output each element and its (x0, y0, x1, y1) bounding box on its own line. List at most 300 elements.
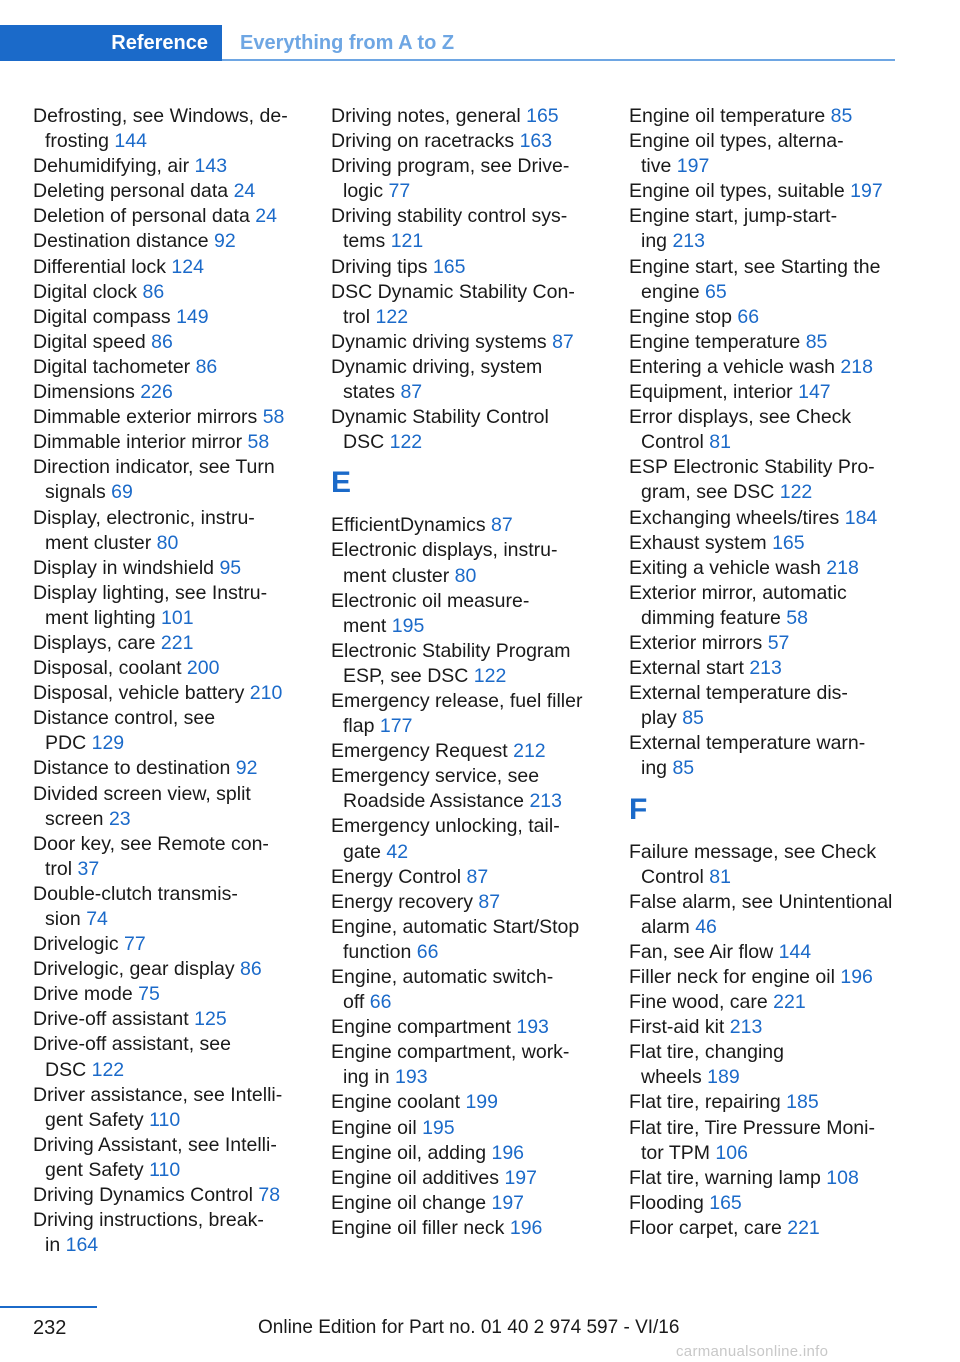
index-entry-text: Double-clutch transmis- (33, 882, 238, 905)
page-link[interactable]: 86 (151, 330, 173, 353)
page-link[interactable]: 122 (779, 481, 813, 504)
page-link[interactable]: 197 (850, 180, 883, 203)
index-entry-continuation: gram, see DSC (641, 481, 775, 504)
index-entry-text: External start (629, 657, 744, 680)
page-link[interactable]: 87 (478, 890, 501, 913)
index-entry (629, 355, 909, 380)
page-link[interactable]: 87 (400, 381, 423, 404)
index-entry-text: Differential lock (33, 255, 166, 278)
index-entry (33, 430, 303, 455)
index-entry-text: Floor carpet, care (629, 1216, 782, 1239)
index-entry (629, 965, 909, 990)
index-entry-text: Entering a vehicle wash (629, 355, 835, 378)
index-entry-continuation: ment cluster (45, 531, 152, 554)
index-entry (629, 940, 909, 965)
page-link[interactable]: 58 (247, 431, 270, 454)
index-entry (331, 589, 601, 639)
index-entry-text: Energy Control (331, 865, 462, 888)
index-entry (629, 1116, 909, 1166)
index-entry-text: Engine oil (331, 1116, 417, 1139)
index-entry-continuation: wheels (641, 1066, 702, 1089)
page-link[interactable]: 24 (255, 205, 277, 228)
page-link[interactable]: 85 (805, 330, 828, 353)
index-entry (33, 982, 303, 1007)
section-letter: E (331, 466, 352, 500)
index-entry (33, 631, 303, 656)
index-entry-text: Dehumidifying, air (33, 155, 190, 178)
index-entry-text: Deletion of personal data (33, 205, 250, 228)
page-link[interactable]: 129 (91, 732, 125, 755)
index-entry-text: Engine temperature (629, 330, 801, 353)
page-link[interactable]: 143 (194, 155, 228, 178)
index-entry (33, 556, 303, 581)
page-link[interactable]: 196 (509, 1216, 543, 1239)
index-entry (331, 1116, 601, 1141)
index-entry-text: Flat tire, Tire Pressure Moni- (629, 1116, 875, 1139)
page-link[interactable]: 87 (466, 865, 489, 888)
page-link[interactable]: 124 (171, 255, 204, 278)
index-entry (33, 1007, 303, 1032)
index-entry-text: Flooding (629, 1191, 704, 1214)
index-entry-continuation: logic (343, 180, 384, 203)
page-link[interactable]: 184 (844, 506, 878, 529)
index-entry (33, 355, 303, 380)
index-entry-text: First-aid kit (629, 1016, 725, 1039)
page-link[interactable]: 80 (156, 531, 179, 554)
index-entry (33, 656, 303, 681)
index-entry (629, 731, 909, 781)
page-link[interactable]: 66 (416, 940, 439, 963)
index-entry (331, 1040, 601, 1090)
watermark: carmanualsonline.info (676, 1343, 829, 1360)
page-link[interactable]: 57 (767, 631, 790, 654)
index-entry (33, 882, 303, 932)
page-link[interactable]: 87 (552, 330, 574, 353)
index-entry (33, 455, 303, 505)
index-entry-continuation: ing (641, 757, 668, 780)
page-link[interactable]: 42 (386, 840, 409, 863)
index-entry-text: Door key, see Remote con- (33, 832, 269, 855)
index-entry-continuation: tive (641, 155, 672, 178)
index-entry-text: Engine oil types, suitable (629, 180, 845, 203)
index-entry-continuation: DSC (45, 1058, 87, 1081)
index-entry (629, 179, 909, 204)
index-entry-text: Disposal, vehicle battery (33, 682, 245, 705)
page-link[interactable]: 24 (233, 180, 256, 203)
index-entry-text: Displays, care (33, 631, 156, 654)
page-link[interactable]: 165 (709, 1191, 742, 1214)
page-link[interactable]: 110 (149, 1158, 181, 1181)
page-link[interactable]: 87 (491, 514, 513, 537)
index-entry-text: Exchanging wheels/tires (629, 506, 840, 529)
index-entry (33, 179, 303, 204)
index-entry (629, 330, 909, 355)
index-entry-text: Defrosting, see Windows, de- (33, 105, 288, 127)
index-entry (33, 330, 303, 355)
index-entry-text: Engine compartment (331, 1016, 511, 1039)
index-entry (33, 957, 303, 982)
page-link[interactable]: 195 (422, 1116, 455, 1139)
page-link[interactable]: 195 (391, 614, 425, 637)
page-link[interactable]: 92 (235, 757, 258, 780)
page-link[interactable]: 221 (787, 1216, 820, 1239)
index-entry-continuation: frosting (45, 130, 109, 153)
page-link[interactable]: 86 (142, 280, 165, 303)
index-entry-text: Equipment, interior (629, 381, 793, 404)
index-entry (331, 915, 601, 965)
page-link[interactable]: 226 (140, 381, 173, 404)
index-entry (33, 706, 303, 756)
index-entry-text: Emergency service, see (331, 765, 540, 788)
index-entry (331, 965, 601, 1015)
index-entry (629, 1191, 909, 1216)
index-entry-text: Drivelogic, gear display (33, 958, 235, 981)
index-entry-continuation: Control (641, 431, 704, 454)
footer-divider (0, 1306, 97, 1308)
page-link[interactable]: 197 (504, 1166, 537, 1189)
index-entry (33, 1183, 303, 1208)
index-entry (33, 681, 303, 706)
index-entry (629, 531, 909, 556)
page-link[interactable]: 92 (214, 230, 236, 253)
index-entry (629, 581, 909, 631)
index-entry (331, 764, 601, 814)
index-entry (629, 305, 909, 330)
page-link[interactable]: 163 (519, 130, 553, 153)
page-link[interactable]: 106 (715, 1141, 748, 1164)
index-entry-text: Driving stability control sys- (331, 205, 568, 228)
page-link[interactable]: 122 (375, 305, 409, 328)
index-entry (33, 229, 303, 254)
index-entry-text: Engine oil additives (331, 1166, 500, 1189)
index-entry-text: Dimmable exterior mirrors (33, 406, 258, 429)
index-entry-text: Driver assistance, see Intelli- (33, 1083, 283, 1106)
page-link[interactable]: 66 (369, 991, 392, 1014)
page-link[interactable]: 74 (86, 908, 108, 930)
page-link[interactable]: 37 (77, 857, 100, 880)
index-entry-text: Engine oil change (331, 1191, 487, 1214)
index-entry-text: Flat tire, warning lamp (629, 1166, 821, 1189)
page-link[interactable]: 46 (695, 915, 717, 938)
page-link[interactable]: 110 (149, 1108, 181, 1131)
edition-note: Online Edition for Part no. 01 40 2 974 597 - VI/16 (258, 1317, 680, 1338)
index-entry (331, 104, 601, 129)
page-link[interactable]: 193 (395, 1066, 428, 1089)
index-entry-text: Driving program, see Drive- (331, 155, 570, 178)
index-entry (33, 932, 303, 957)
index-entry-text: Engine, automatic switch- (331, 966, 554, 988)
index-entry-continuation: sion (45, 908, 81, 930)
index-entry-continuation: trol (45, 857, 73, 880)
index-entry (33, 782, 303, 832)
header-divider (222, 59, 895, 61)
page-link[interactable]: 95 (219, 556, 242, 579)
index-entry-text: Digital compass (33, 305, 171, 328)
index-entry-text: Engine stop (629, 305, 732, 328)
index-entry-continuation: play (641, 707, 677, 730)
index-entry-continuation: gent Safety (45, 1158, 144, 1181)
index-entry (33, 756, 303, 781)
index-entry (629, 681, 909, 731)
index-entry-continuation: function (343, 940, 412, 963)
index-entry-text: Engine oil temperature (629, 105, 826, 127)
index-entry-text: Engine oil types, alterna- (629, 130, 844, 153)
index-entry-text: Exterior mirrors (629, 631, 763, 654)
index-entry (629, 104, 909, 129)
index-entry (629, 1040, 909, 1090)
index-entry (629, 1090, 909, 1115)
index-entry-text: Distance control, see (33, 707, 216, 730)
page-link[interactable]: 23 (108, 807, 131, 830)
index-entry (331, 513, 601, 538)
index-entry (331, 330, 601, 355)
index-entry-text: Driving on racetracks (331, 130, 515, 153)
index-entry (331, 129, 601, 154)
page-link[interactable]: 147 (798, 381, 831, 404)
page-link[interactable]: 122 (473, 664, 507, 687)
index-entry-text: Dimensions (33, 381, 135, 404)
index-entry (331, 739, 601, 764)
index-entry-continuation: tor TPM (641, 1141, 710, 1164)
section-letter: F (629, 792, 648, 826)
index-entry-text: Deleting personal data (33, 180, 229, 203)
page-link[interactable]: 193 (516, 1016, 549, 1039)
page-link[interactable]: 69 (111, 481, 133, 504)
page-link[interactable]: 58 (262, 406, 285, 429)
index-entry-text: Emergency unlocking, tail- (331, 815, 560, 838)
index-entry-continuation: dimming feature (641, 606, 781, 629)
index-entry-text: Divided screen view, split (33, 782, 251, 805)
index-entry (33, 1083, 303, 1133)
page-link[interactable]: 122 (389, 431, 423, 454)
index-entry (33, 104, 303, 154)
index-entry-text: Engine compartment, work- (331, 1041, 570, 1064)
index-entry-continuation: ing (641, 230, 668, 253)
page-link[interactable]: 221 (773, 991, 806, 1014)
page-link[interactable]: 122 (91, 1058, 125, 1081)
page-link[interactable]: 197 (491, 1191, 525, 1214)
page-link[interactable]: 213 (529, 790, 562, 813)
index-entry (331, 1015, 601, 1040)
index-entry-continuation: PDC (45, 732, 87, 755)
index-entry (331, 1191, 601, 1216)
page-link[interactable]: 58 (786, 606, 808, 629)
index-entry-text: Flat tire, changing (629, 1041, 785, 1064)
page-link[interactable]: 212 (513, 740, 546, 763)
page-link[interactable]: 65 (704, 280, 727, 303)
index-entry-continuation: in (45, 1234, 61, 1257)
page-link[interactable]: 149 (176, 305, 209, 328)
page-link[interactable]: 165 (772, 531, 805, 554)
index-entry (33, 1133, 303, 1183)
page-link[interactable]: 213 (729, 1016, 763, 1039)
page-number: 232 (33, 1317, 67, 1339)
index-entry (629, 255, 909, 305)
page-link[interactable]: 144 (778, 940, 812, 963)
page-link[interactable]: 196 (491, 1141, 525, 1164)
index-entry-text: Engine oil filler neck (331, 1216, 505, 1239)
index-entry (331, 154, 601, 204)
page-link[interactable]: 144 (114, 130, 147, 153)
index-entry-text: Engine, automatic Start/Stop (331, 915, 580, 938)
index-entry-text: Engine start, jump-start- (629, 205, 838, 228)
index-entry-continuation: ESP, see DSC (343, 664, 469, 687)
section-title: Everything from A to Z (240, 31, 455, 54)
index-entry (33, 204, 303, 229)
page-link[interactable]: 210 (249, 682, 283, 705)
index-entry (331, 538, 601, 588)
page-link[interactable]: 77 (388, 180, 411, 203)
page-link[interactable]: 221 (160, 631, 194, 654)
page-link[interactable]: 81 (709, 865, 731, 888)
page-link[interactable]: 213 (749, 657, 782, 680)
page-link[interactable]: 125 (194, 1008, 227, 1031)
index-entry-text: Drive-off assistant (33, 1008, 189, 1031)
index-entry-text: Digital clock (33, 280, 138, 303)
index-entry-continuation: Roadside Assistance (343, 790, 525, 813)
index-column-1 (33, 104, 303, 1258)
index-entry (629, 129, 909, 179)
index-entry (629, 631, 909, 656)
index-entry-text: Engine oil, adding (331, 1141, 487, 1164)
index-entry (629, 380, 909, 405)
index-entry (33, 832, 303, 882)
index-entry-continuation: tems (343, 230, 386, 253)
index-entry-text: False alarm, see Unintentional (629, 890, 893, 913)
index-entry (33, 154, 303, 179)
index-entry-text: Engine start, see Starting the (629, 255, 881, 278)
index-entry-text: Driving Assistant, see Intelli- (33, 1133, 277, 1156)
page-link[interactable]: 80 (454, 564, 477, 587)
index-entry-text: Distance to destination (33, 757, 231, 780)
index-entry (33, 305, 303, 330)
index-entry (629, 1216, 909, 1241)
index-entry-continuation: ment cluster (343, 564, 450, 587)
index-entry-continuation: Control (641, 865, 704, 888)
index-entry (629, 890, 909, 940)
index-entry-text: Drive-off assistant, see (33, 1033, 231, 1056)
page-link[interactable]: 185 (786, 1091, 819, 1114)
index-entry-text: DSC Dynamic Stability Con- (331, 280, 575, 303)
index-entry (331, 639, 601, 689)
header-bar (0, 25, 895, 61)
index-entry (331, 355, 601, 405)
index-entry (33, 380, 303, 405)
page-link[interactable]: 85 (682, 707, 704, 730)
page-link[interactable]: 81 (709, 431, 731, 454)
index-entry (331, 865, 601, 890)
index-entry-text: Exhaust system (629, 531, 767, 554)
index-entry (331, 255, 601, 280)
index-entry-continuation: gate (343, 840, 381, 863)
index-entry-continuation: gent Safety (45, 1108, 144, 1131)
index-entry-continuation: ing in (343, 1066, 390, 1089)
page-link[interactable]: 85 (672, 757, 695, 780)
page-link[interactable]: 213 (672, 230, 705, 253)
index-column-2 (331, 104, 601, 1241)
index-entry-text: Energy recovery (331, 890, 473, 913)
index-entry-text: Electronic displays, instru- (331, 539, 558, 562)
index-entry-continuation: DSC (343, 431, 385, 454)
page-link[interactable]: 165 (526, 105, 559, 127)
page-link[interactable]: 165 (432, 255, 466, 278)
index-entry-text: Driving tips (331, 255, 428, 278)
page-link[interactable]: 101 (161, 606, 194, 629)
page-link[interactable]: 218 (840, 355, 873, 378)
tab-reference[interactable]: Reference (0, 25, 222, 61)
page-link[interactable]: 121 (390, 230, 424, 253)
page-link[interactable]: 66 (737, 305, 760, 328)
page-link[interactable]: 164 (65, 1234, 99, 1257)
index-entry-continuation: screen (45, 807, 104, 830)
index-entry-text: Drivelogic (33, 933, 119, 956)
index-entry-text: Display lighting, see Instru- (33, 581, 268, 604)
index-entry-text: Exiting a vehicle wash (629, 556, 821, 579)
index-entry-text: Digital speed (33, 330, 146, 353)
index-entry-continuation: ment lighting (45, 606, 156, 629)
index-entry-text: Destination distance (33, 230, 209, 253)
index-entry-text: Disposal, coolant (33, 657, 182, 680)
page-link[interactable]: 189 (707, 1066, 740, 1089)
page-link[interactable]: 200 (186, 657, 220, 680)
index-entry-text: Flat tire, repairing (629, 1091, 781, 1114)
index-entry (629, 506, 909, 531)
index-entry-continuation: alarm (641, 915, 690, 938)
index-entry (331, 814, 601, 864)
index-entry-text: ESP Electronic Stability Pro- (629, 456, 875, 479)
index-entry-continuation: flap (343, 715, 375, 738)
page-link[interactable]: 85 (830, 105, 853, 127)
index-entry-text: Digital tachometer (33, 355, 191, 378)
index-entry-text: Engine coolant (331, 1091, 461, 1114)
page-link[interactable]: 77 (124, 933, 146, 956)
index-entry (33, 1208, 303, 1258)
index-entry (629, 840, 909, 890)
page-link[interactable]: 75 (138, 983, 160, 1006)
index-entry (331, 405, 601, 455)
index-entry-continuation: signals (45, 481, 106, 504)
index-entry (629, 990, 909, 1015)
page-link[interactable]: 218 (826, 556, 859, 579)
page-link[interactable]: 108 (826, 1166, 859, 1189)
index-entry-text: Error displays, see Check (629, 406, 852, 429)
index-entry (629, 1015, 909, 1040)
index-entry (33, 280, 303, 305)
page-link[interactable]: 86 (240, 958, 262, 981)
index-entry (331, 689, 601, 739)
page-link[interactable]: 177 (379, 715, 413, 738)
index-entry-continuation: off (343, 991, 365, 1014)
index-entry-text: Dynamic Stability Control (331, 406, 549, 429)
index-entry-text: Dynamic driving systems (331, 330, 547, 353)
index-entry-text: Filler neck for engine oil (629, 966, 835, 988)
index-column-3 (629, 104, 909, 1241)
index-entry-text: EfficientDynamics (331, 514, 486, 537)
page-link[interactable]: 197 (676, 155, 710, 178)
index-entry-text: Electronic Stability Program (331, 639, 571, 662)
index-entry (331, 1141, 601, 1166)
page-link[interactable]: 196 (840, 966, 873, 988)
index-entry-text: Emergency Request (331, 740, 508, 763)
index-entry-text: Drive mode (33, 983, 133, 1006)
page-link[interactable]: 199 (465, 1091, 498, 1114)
index-entry (33, 581, 303, 631)
page-link[interactable]: 86 (195, 355, 218, 378)
index-entry-text: Fine wood, care (629, 991, 768, 1014)
index-entry-text: Display, electronic, instru- (33, 506, 255, 529)
index-entry-text: Driving instructions, break- (33, 1209, 264, 1232)
page-link[interactable]: 78 (258, 1184, 281, 1207)
